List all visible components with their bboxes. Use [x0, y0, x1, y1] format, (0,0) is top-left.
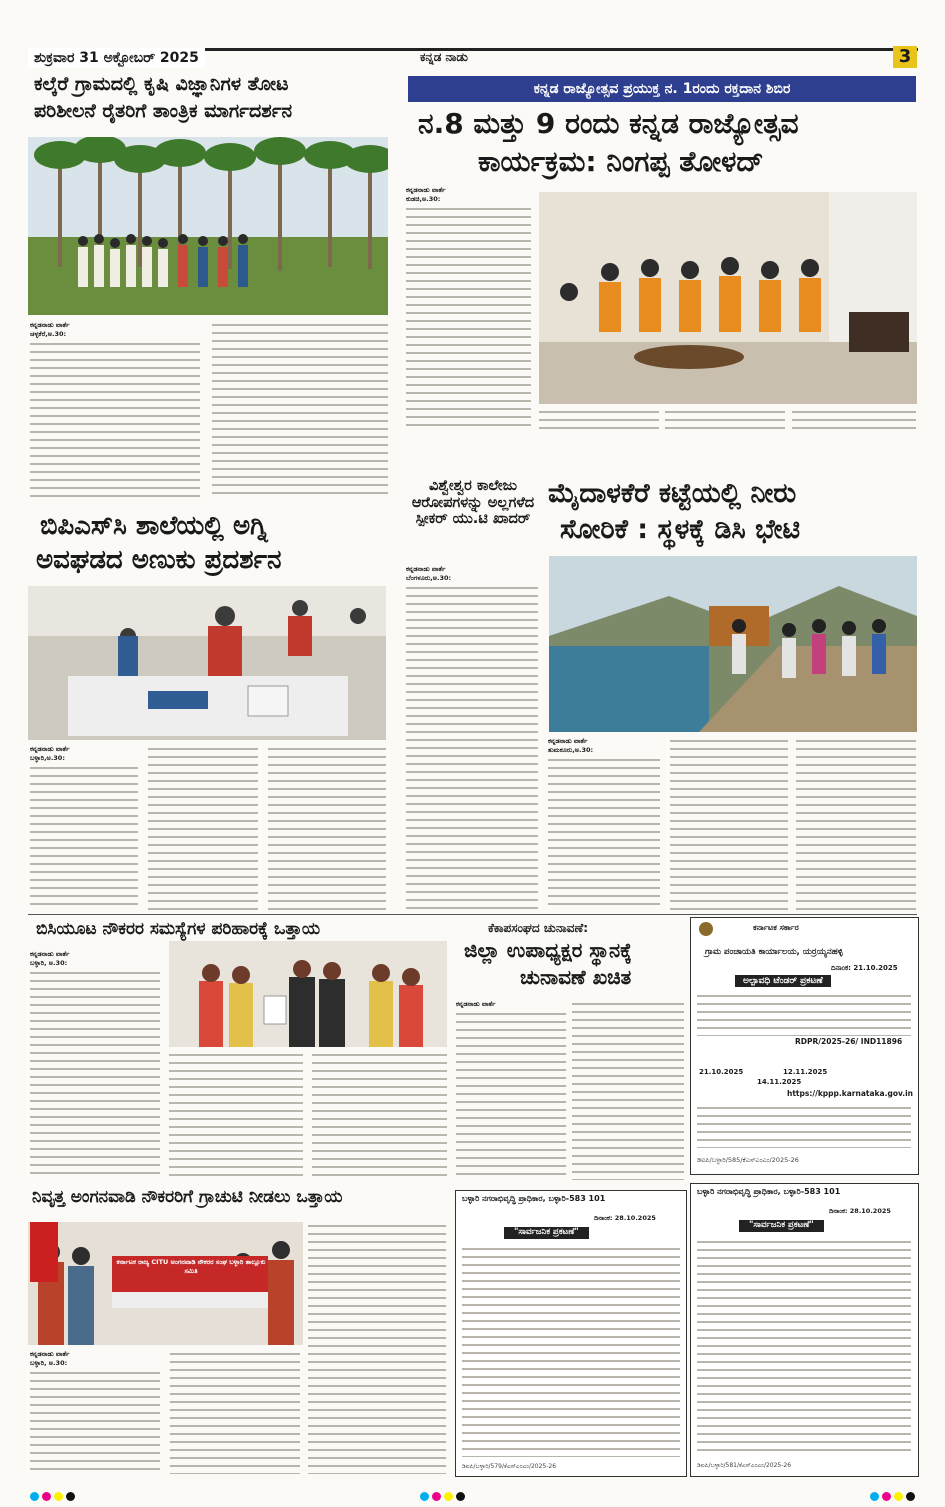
midday-dateline: ಬಳ್ಳಾರಿ, ಅ.30:: [30, 959, 68, 967]
tender-open-date: 14.11.2025: [757, 1078, 802, 1086]
tender-start-date: 21.10.2025: [699, 1068, 744, 1076]
anganwadi-byline: ಕನ್ನಡನಾಡು ವಾರ್ತೆ: [30, 1350, 70, 1358]
tender-end-date: 12.11.2025: [783, 1068, 828, 1076]
notice1-footer: ಡಿಐಪಿ/ಬಳ್ಳಾರಿ/579/ಕೆಎಸ್‌ಎಂಎಂ/2025-26: [462, 1463, 557, 1470]
rajyotsava-headline-1: ನ.8 ಮತ್ತು 9 ರಂದು ಕನ್ನಡ ರಾಜ್ಯೋತ್ಸವ: [418, 107, 799, 140]
fire-body-col-2: [148, 745, 258, 910]
midday-body-col-3: [312, 1051, 447, 1177]
notice1-date: ದಿನಾಂಕ: 28.10.2025: [594, 1214, 656, 1222]
election-body-col-2: [572, 1000, 684, 1180]
election-body-col-1: [456, 1010, 566, 1180]
water-body-col-3: [796, 737, 916, 910]
section-divider: [28, 914, 917, 915]
tender-title: ಅಲ್ಪಾವಧಿ ಟೆಂಡರ್ ಪ್ರಕಟಣೆ: [735, 975, 831, 987]
karnataka-emblem-icon: [699, 922, 713, 936]
tender-url[interactable]: https://kppp.karnataka.gov.in: [787, 1089, 914, 1098]
fire-body-col-3: [268, 745, 386, 910]
anganwadi-dateline: ಬಳ್ಳಾರಿ, ಅ.30:: [30, 1359, 68, 1367]
fire-headline-2: ಅವಘಡದ ಅಣುಕು ಪ್ರದರ್ಶನ: [36, 545, 282, 575]
tender-number: RDPR/2025-26/ IND11896: [795, 1037, 903, 1046]
notice2-org: ಬಳ್ಳಾರಿ ನಗರಾಭಿವೃದ್ಧಿ ಪ್ರಾಧಿಕಾರ, ಬಳ್ಳಾರಿ-583 101: [697, 1187, 841, 1196]
midday-body-col-2: [169, 1051, 303, 1177]
anganwadi-headline: ನಿವೃತ್ತ ಅಂಗನವಾಡಿ ನೌಕರರಿಗೆ ಗ್ರಾಚುಟಿ ನೀಡಲು ಒತ್ತಾಯ: [32, 1187, 343, 1207]
page-number: 3: [893, 46, 917, 68]
anganwadi-sign-text: ಕರ್ನಾಟಕ ರಾಜ್ಯ CITU ಅಂಗನವಾಡಿ ನೌಕರರ ಸಂಘ ಬಳ್ಳಾರಿ ತಾಲ್ಲೂಕು ಸಮಿತಿ: [116, 1258, 266, 1275]
fire-headline-1: ಬಿಪಿಎಸ್‌ಸಿ ಶಾಲೆಯಲ್ಲಿ ಅಗ್ನಿ: [40, 511, 268, 541]
election-headline-1: ಜಿಲ್ಲಾ ಉಪಾಧ್ಯಕ್ಷರ ಸ್ಥಾನಕ್ಕೆ: [464, 938, 632, 962]
rajyotsava-body-col-4: [792, 408, 916, 432]
farm-byline: ಕನ್ನಡನಾಡು ವಾರ್ತೆ: [30, 321, 70, 329]
farm-body-col-1: [30, 340, 200, 500]
notice2-date: ದಿನಾಂಕ: 28.10.2025: [829, 1207, 891, 1215]
masthead: ಕನ್ನಡ ನಾಡು: [420, 50, 468, 64]
notice-ad-2: [690, 1183, 919, 1477]
farm-headline-1: ಕಲ್ಕೆರೆ ಗ್ರಾಮದಲ್ಲಿ ಕೃಷಿ ವಿಜ್ಞಾನಿಗಳ ತೋಟ: [34, 73, 289, 95]
rajyotsava-photo: [539, 192, 917, 404]
college-byline: ಕನ್ನಡನಾಡು ವಾರ್ತೆ: [406, 565, 446, 573]
registration-dots-left: [30, 1486, 78, 1505]
farm-dateline: ಚಳ್ಳಕೆರೆ,ಅ.30:: [30, 330, 67, 338]
water-photo: [549, 556, 917, 732]
farm-headline-2: ಪರಿಶೀಲನೆ ರೈತರಿಗೆ ತಾಂತ್ರಿಕ ಮಾರ್ಗದರ್ಶನ: [34, 100, 293, 122]
college-body: [406, 584, 538, 910]
tender-govt: ಕರ್ನಾಟಕ ಸರ್ಕಾರ: [753, 923, 799, 932]
college-dateline: ಬೆಂಗಳೂರು,ಅ.30:: [406, 574, 452, 582]
anganwadi-body-col-3: [308, 1222, 446, 1474]
anganwadi-body-col-1: [30, 1369, 160, 1474]
tender-date: ದಿನಾಂಕ: 21.10.2025: [831, 964, 898, 972]
rajyotsava-body-col-3: [665, 408, 785, 432]
tender-text-2: [697, 1104, 911, 1148]
water-dateline: ತುಮಕೂರು,ಅ.30:: [548, 746, 594, 754]
tender-ad: [690, 917, 919, 1175]
rajyotsava-body-col-1: [406, 205, 531, 427]
issue-date: ಶುಕ್ರವಾರ 31 ಅಕ್ಟೋಬರ್ 2025: [28, 48, 205, 68]
rajyotsava-body-col-2: [539, 408, 659, 432]
rajyotsava-byline: ಕನ್ನಡನಾಡು ವಾರ್ತೆ: [406, 186, 446, 194]
midday-byline: ಕನ್ನಡನಾಡು ವಾರ್ತೆ: [30, 950, 70, 958]
farm-body-col-2: [212, 321, 388, 500]
water-headline-2: ಸೋರಿಕೆ : ಸ್ಥಳಕ್ಕೆ ಡಿಸಿ ಭೇಟಿ: [560, 514, 801, 545]
fire-dateline: ಬಳ್ಳಾರಿ,ಅ.30:: [30, 754, 65, 762]
notice1-title: "ಸಾರ್ವಜನಿಕ ಪ್ರಕಟಣೆ": [504, 1227, 589, 1239]
water-body-col-2: [670, 737, 788, 910]
water-body-col-1: [548, 756, 660, 910]
election-headline-2: ಚುನಾವಣೆ ಖಚಿತ: [520, 965, 632, 989]
fire-body-col-1: [30, 764, 138, 910]
fire-drill-photo: [28, 586, 386, 740]
notice2-title: "ಸಾರ್ವಜನಿಕ ಪ್ರಕಟಣೆ": [739, 1220, 824, 1232]
water-headline-1: ಮೈದಾಳಕೆರೆ ಕಟ್ಟೆಯಲ್ಲಿ ನೀರು: [548, 478, 797, 509]
anganwadi-body-col-2: [170, 1350, 300, 1474]
midday-body-col-1: [30, 969, 160, 1177]
anganwadi-photo: [28, 1222, 303, 1345]
tender-office: ಗ್ರಾಮ ಪಂಚಾಯತಿ ಕಾರ್ಯಾಲಯ, ಯರ್ರಯ್ಯನಹಳ್ಳಿ: [705, 947, 843, 957]
rajyotsava-headline-2: ಕಾರ್ಯಕ್ರಮ: ನಿಂಗಪ್ಪ ತೋಳದ್: [478, 145, 764, 178]
notice2-footer: ಡಿಐಪಿ/ಬಳ್ಳಾರಿ/581/ಕೆಎಸ್‌ಎಂಎಂ/2025-26: [697, 1462, 792, 1469]
farm-photo: [28, 137, 388, 315]
notice1-org: ಬಳ್ಳಾರಿ ನಗರಾಭಿವೃದ್ಧಿ ಪ್ರಾಧಿಕಾರ, ಬಳ್ಳಾರಿ-583 101: [462, 1194, 606, 1203]
rajyotsava-dateline: ಕುಡಚಿ,ಅ.30:: [406, 195, 441, 203]
rajyotsava-banner: ಕನ್ನಡ ರಾಜ್ಯೋತ್ಸವ ಪ್ರಯುಕ್ತ ನ. 1ರಂದು ರಕ್ತದಾನ ಶಿಬಿರ: [408, 76, 916, 102]
registration-dots-center: [420, 1486, 468, 1505]
notice2-text: [697, 1238, 911, 1456]
tender-text-1: [697, 992, 911, 1036]
tender-footer: ಡಿಐಪಿ/ಬಳ್ಳಾರಿ/585/ಕೆಎಸ್‌ಎಂಎಂ/2025-26: [697, 1156, 799, 1164]
college-headline: ವಿಶ್ವೇಶ್ವರ ಕಾಲೇಜು ಆರೋಪಗಳನ್ನು ಅಲ್ಲಗಳೆದ ಸ್ಪೀಕರ್ ಯು.ಟಿ ಖಾದರ್: [411, 478, 535, 528]
registration-dots-right: [870, 1486, 918, 1505]
water-byline: ಕನ್ನಡನಾಡು ವಾರ್ತೆ: [548, 737, 588, 745]
election-kicker: ಕೆಕಾಪಸಂಘದ ಚುನಾವಣೆ:: [488, 921, 588, 935]
midday-photo: [169, 941, 447, 1047]
midday-headline: ಬಿಸಿಯೂಟ ನೌಕರರ ಸಮಸ್ಯೆಗಳ ಪರಿಹಾರಕ್ಕೆ ಒತ್ತಾಯ: [36, 919, 321, 939]
fire-byline: ಕನ್ನಡನಾಡು ವಾರ್ತೆ: [30, 745, 70, 753]
election-byline: ಕನ್ನಡನಾಡು ವಾರ್ತೆ: [456, 1000, 496, 1008]
notice1-text: [462, 1245, 680, 1457]
notice-ad-1: [455, 1190, 687, 1477]
